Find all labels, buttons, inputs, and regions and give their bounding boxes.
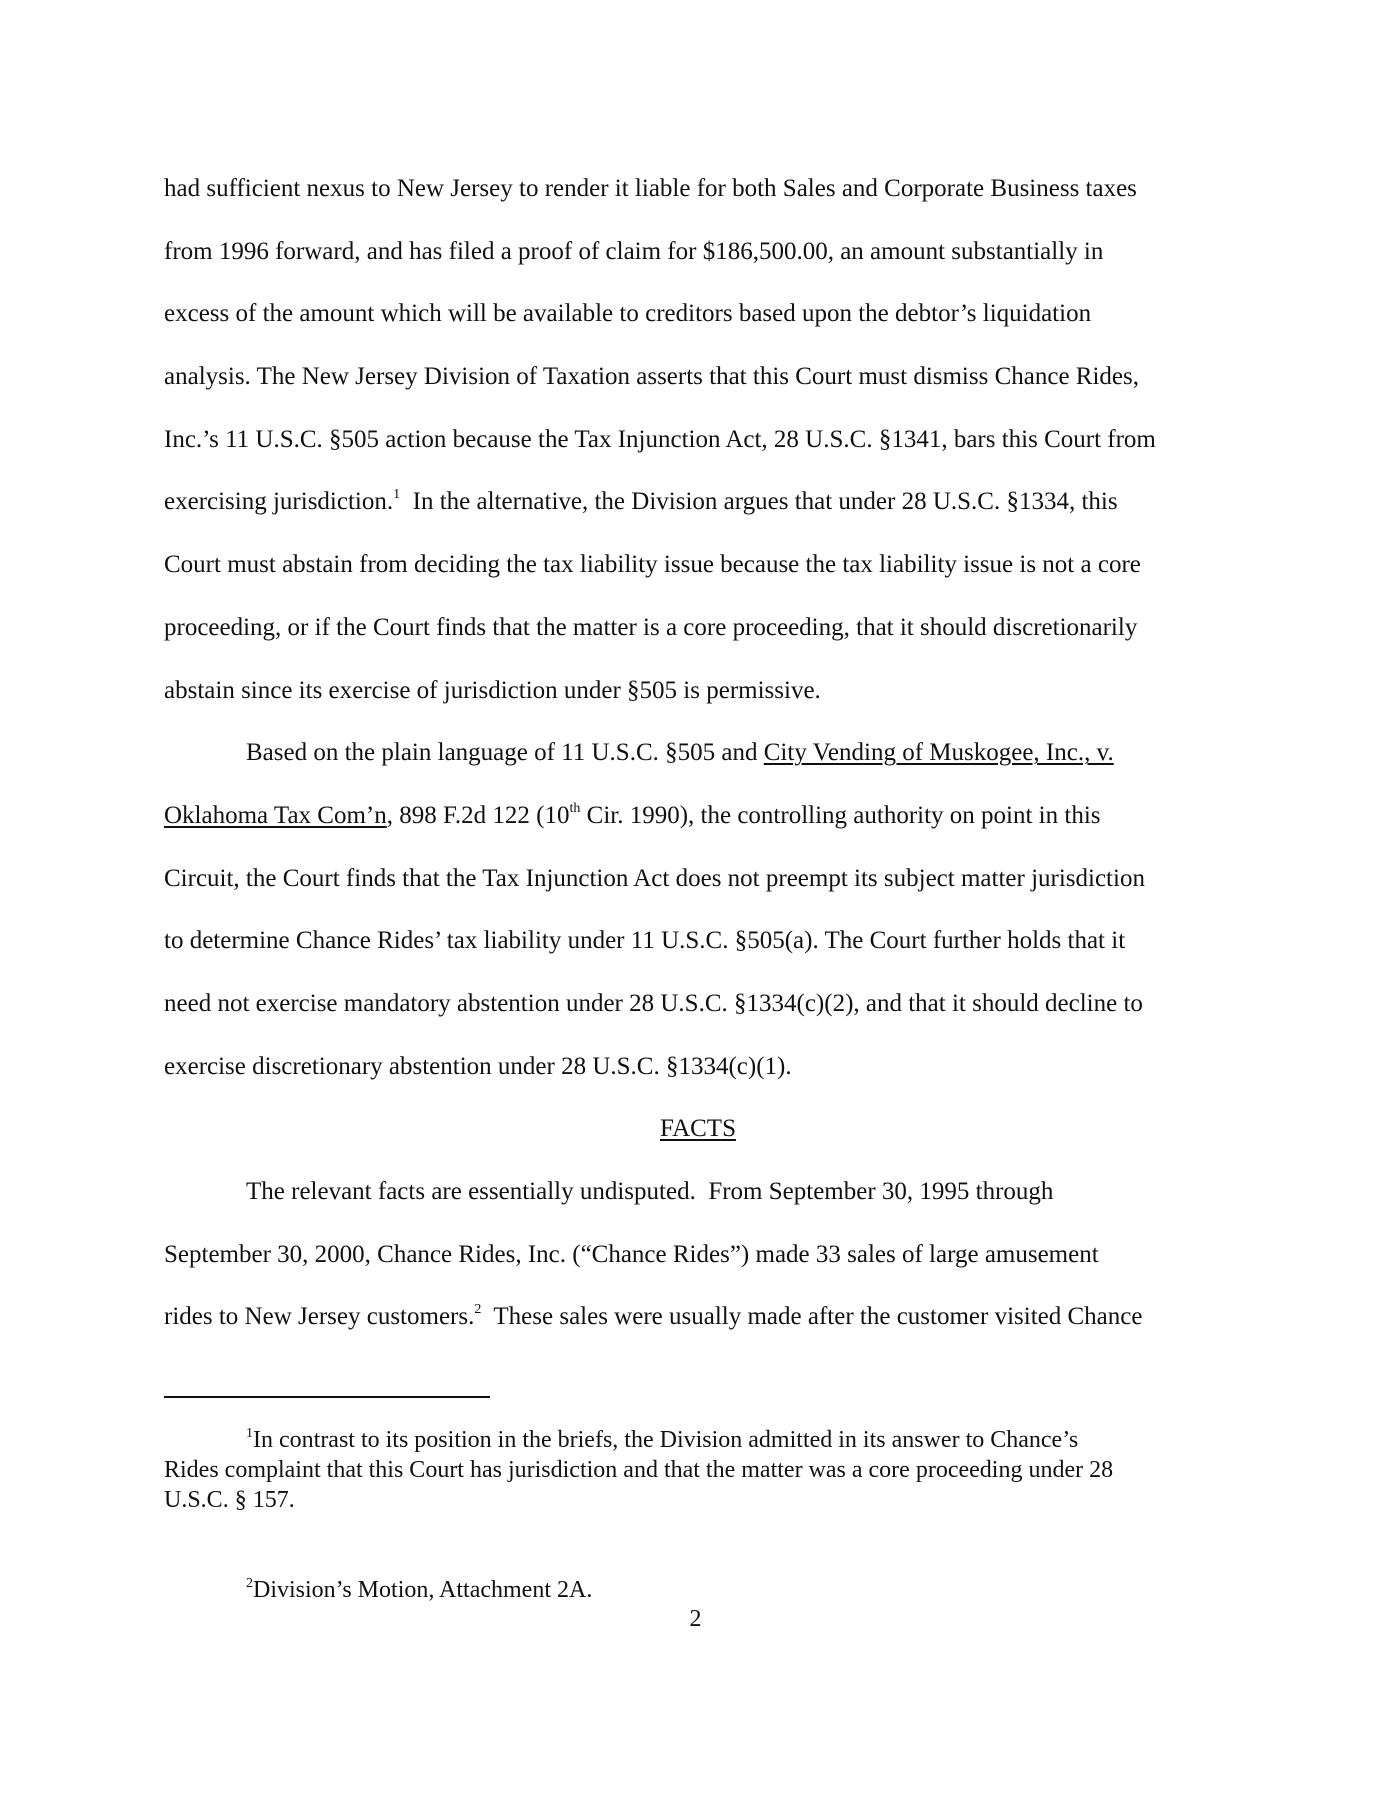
footnote-2: [164, 1575, 1230, 1605]
text-line: had sufficient nexus to New Jersey to render it liable for both Sales and Corporate Business taxes: [164, 175, 1137, 202]
text-line: analysis. The New Jersey Division of Taxation asserts that this Court must dismiss Chance Rides,: [164, 363, 1139, 391]
case-citation: City Vending of Muskogee, Inc., v.: [763, 739, 1114, 767]
text-line: [164, 785, 1232, 848]
footnote-text-line: U.S.C. § 157.: [164, 1487, 295, 1513]
text-span: Cir. 1990), the controlling authority on point in this: [580, 801, 1101, 829]
text-span: These sales were usually made after the customer visited Chance: [481, 1303, 1143, 1331]
text-line: from 1996 forward, and has filed a proof of claim for $186,500.00, an amount substantially in: [164, 237, 1104, 265]
footnote-marker: 2: [246, 1576, 253, 1591]
footnote-text: Division’s Motion, Attachment 2A.: [253, 1577, 593, 1603]
footnote-ref-2[interactable]: 2: [474, 1302, 482, 1318]
body-text: [164, 158, 1232, 1349]
text-line: excess of the amount which will be available to creditors based upon the debtor’s liquidation: [164, 300, 1092, 328]
footnote-marker: 1: [246, 1426, 253, 1441]
page-number: 2: [689, 1606, 702, 1632]
text-line: Court must abstain from deciding the tax liability issue because the tax liability issue is not a core: [164, 551, 1141, 579]
text-line: September 30, 2000, Chance Rides, Inc. (“Chance Rides”) made 33 sales of large amusement: [164, 1240, 1099, 1268]
text-line: [164, 722, 1232, 785]
text-span: rides to New Jersey customers.: [164, 1303, 475, 1331]
footnotes: [164, 1425, 1230, 1605]
text-span: exercising jurisdiction.: [164, 488, 394, 516]
heading-text: FACTS: [660, 1115, 736, 1143]
footnote-text: In contrast to its position in the briefs, the Division admitted in its answer to Chance’s: [253, 1427, 1079, 1453]
text-span: , 898 F.2d 122 (10: [386, 801, 570, 829]
text-line: The relevant facts are essentially undisputed. From September 30, 1995 through: [246, 1178, 1054, 1205]
text-line: Circuit, the Court finds that the Tax Injunction Act does not preempt its subject matter jurisdiction: [164, 864, 1145, 892]
text-line: exercise discretionary abstention under 28 U.S.C. §1334(c)(1).: [164, 1052, 792, 1080]
text-line: [164, 1286, 1232, 1349]
footnote-separator: [164, 1396, 490, 1398]
ordinal-superscript: th: [569, 800, 581, 816]
text-line: need not exercise mandatory abstention under 28 U.S.C. §1334(c)(2), and that it should decline to: [164, 989, 1143, 1017]
text-line: proceeding, or if the Court finds that the matter is a core proceeding, that it should discretionarily: [164, 613, 1138, 641]
text-line: abstain since its exercise of jurisdiction under §505 is permissive.: [164, 676, 821, 704]
footnote-1: [164, 1425, 1230, 1455]
text-span: Based on the plain language of 11 U.S.C. §505 and: [246, 739, 764, 767]
text-line: [164, 471, 1232, 534]
footnote-text-line: Rides complaint that this Court has jurisdiction and that the matter was a core proceeding under 28: [164, 1457, 1114, 1483]
case-citation: Oklahoma Tax Com’n: [164, 801, 387, 829]
footnote-ref-1[interactable]: 1: [393, 487, 401, 503]
text-line: Inc.’s 11 U.S.C. §505 action because the Tax Injunction Act, 28 U.S.C. §1341, bars this Court from: [164, 425, 1156, 453]
text-line: to determine Chance Rides’ tax liability under 11 U.S.C. §505(a). The Court further holds that it: [164, 927, 1126, 955]
text-span: In the alternative, the Division argues that under 28 U.S.C. §1334, this: [400, 488, 1118, 516]
section-heading-facts: [164, 1098, 1232, 1161]
